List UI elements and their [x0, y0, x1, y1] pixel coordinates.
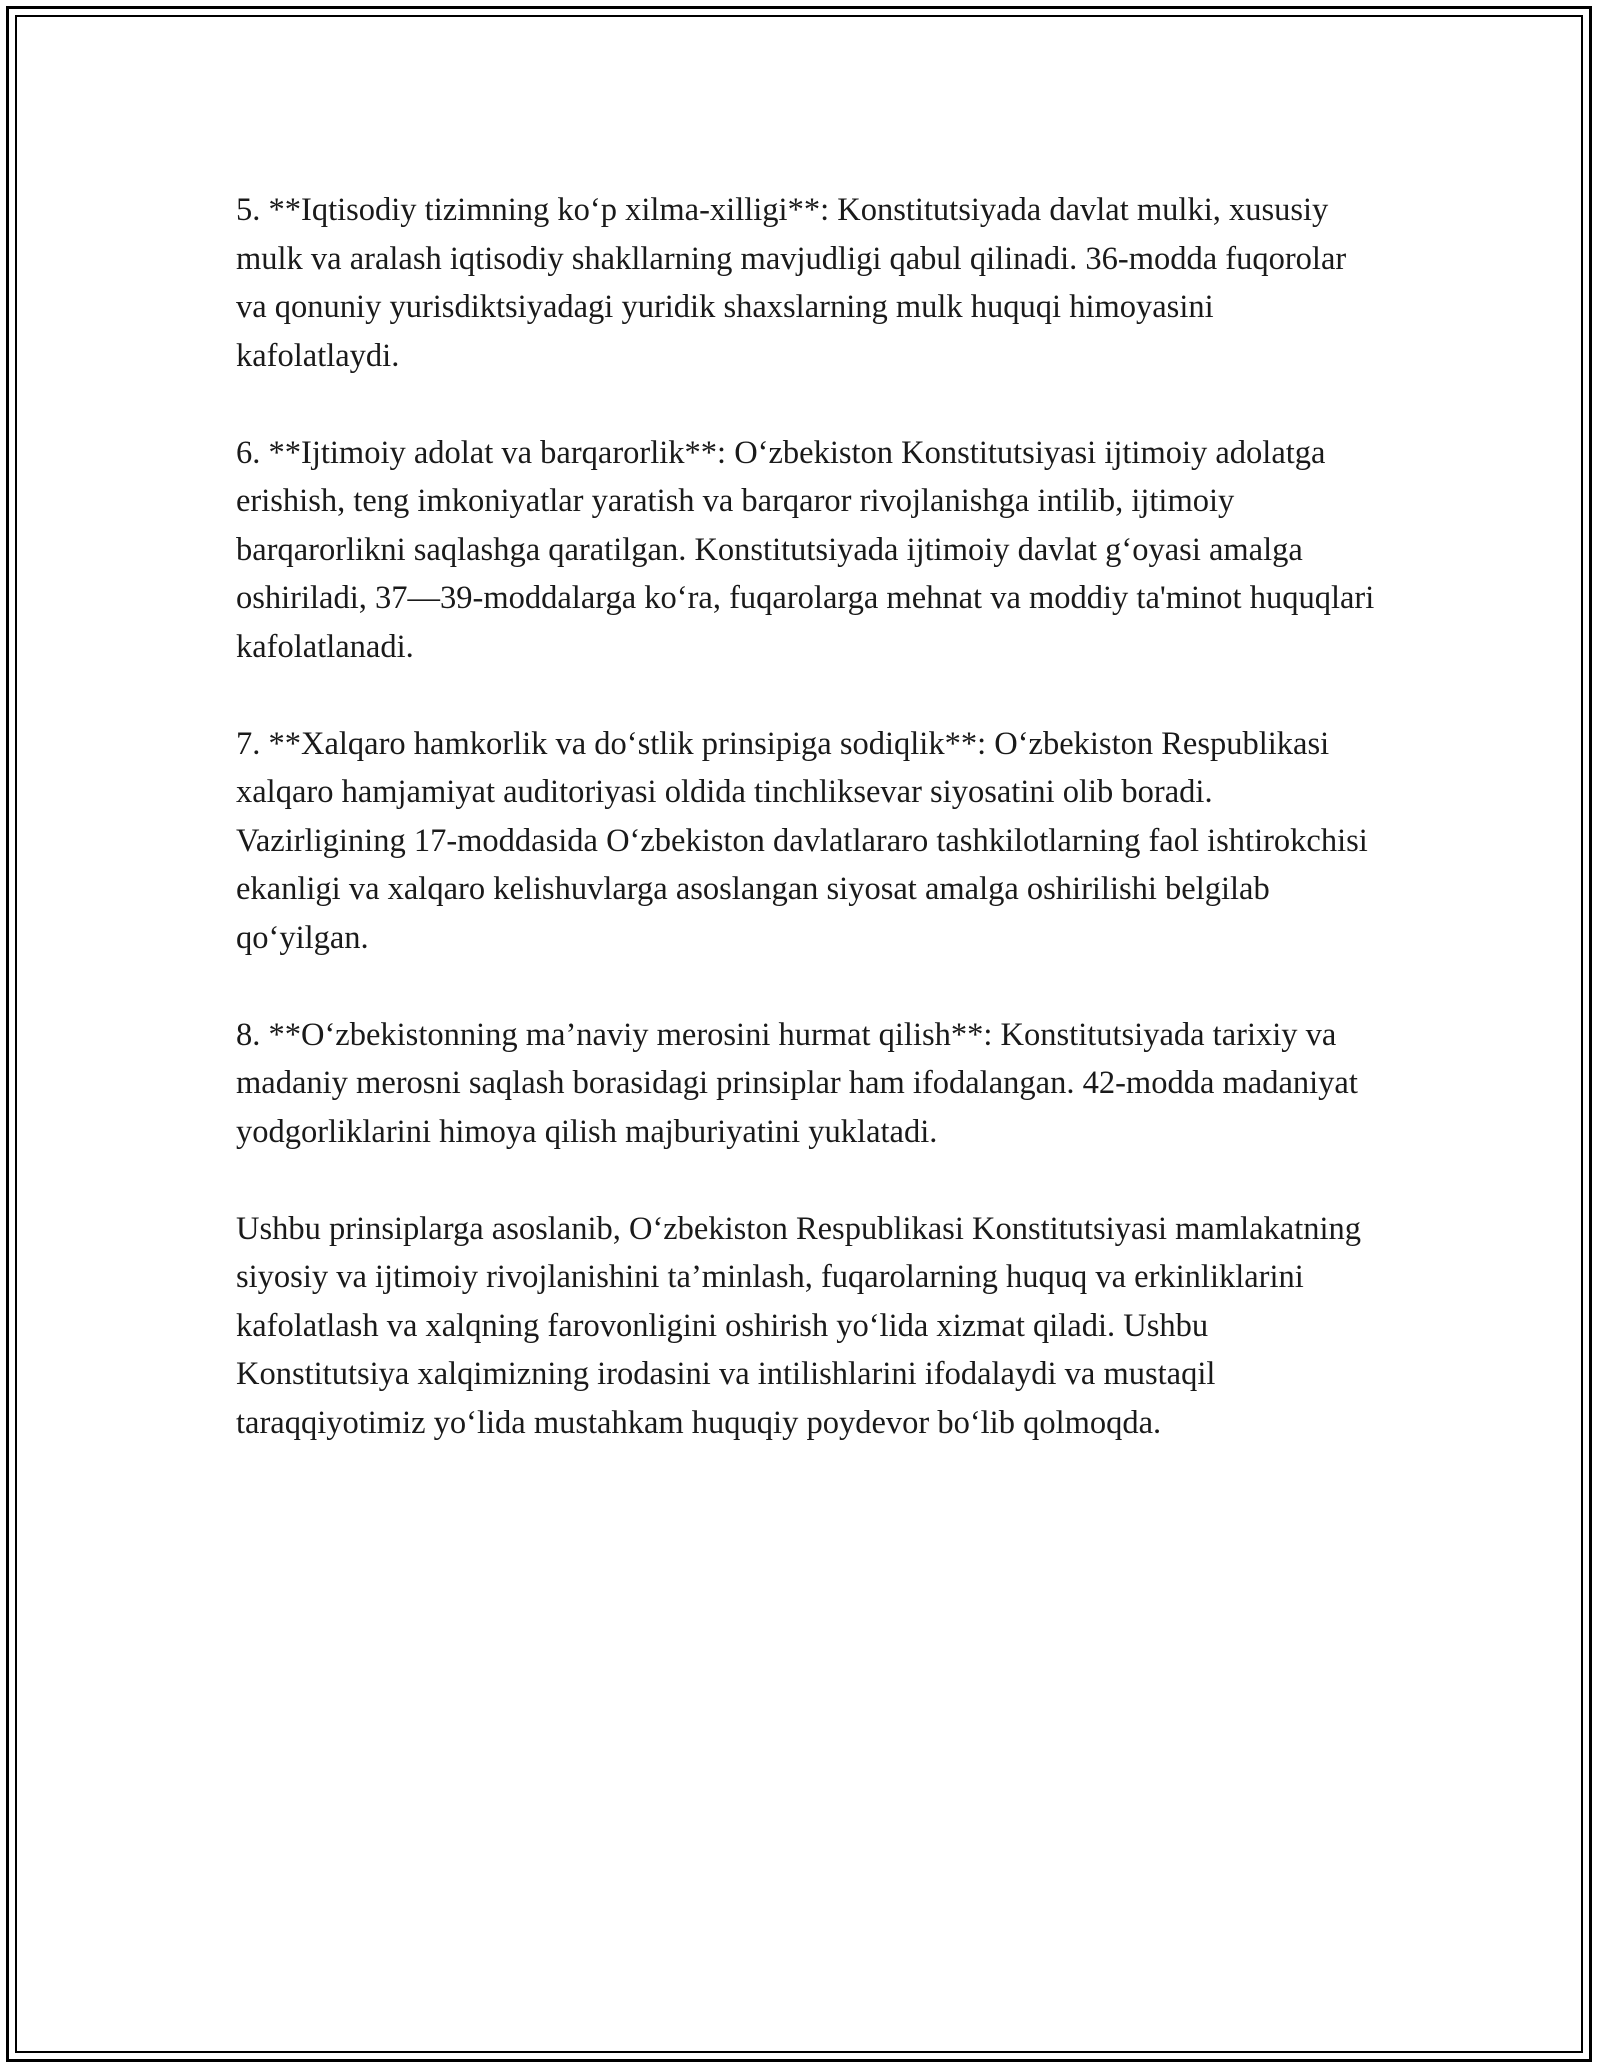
paragraph-international-cooperation: 7. **Xalqaro hamkorlik va do‘stlik prinsipiga sodiqlik**: O‘zbekiston Respublikasi xalqaro hamjamiyat auditoriyasi oldida tinchliksevar siyosatini olib boradi. Vazirligining 17-moddasida O‘zbekiston davlatlararo tashkilotlarning faol ishtirokchisi ekanligi va xalqaro kelishuvlarga asoslangan siyosat amalga oshirilishi belgilab qo‘yilgan.: [236, 725, 1368, 956]
paragraph-cultural-heritage: 8. **O‘zbekistonning ma’naviy merosini hurmat qilish**: Konstitutsiyada tarixiy va madaniy merosni saqlash borasidagi prinsiplar ham ifodalangan. 42-modda madaniyat yodgorliklarini himoya qilish majburiyatini yuklatadi.: [236, 1016, 1358, 1150]
document-body: [236, 186, 1376, 1496]
paragraph-social-justice: 6. **Ijtimoiy adolat va barqarorlik**: O‘zbekiston Konstitutsiyasi ijtimoiy adolatga erishish, teng imkoniyatlar yaratish va barqaror rivojlanishga intilib, ijtimoiy barqarorlikni saqlashga qaratilgan. Konstitutsiyada ijtimoiy davlat g‘oyasi amalga oshiriladi, 37—39-moddalarga ko‘ra, fuqarolarga mehnat va moddiy ta'minot huquqlari kafolatlanadi.: [236, 434, 1375, 665]
paragraph-conclusion: Ushbu prinsiplarga asoslanib, O‘zbekiston Respublikasi Konstitutsiyasi mamlakatning siyosiy va ijtimoiy rivojlanishini ta’minlash, fuqarolarning huquq va erkinliklarini kafolatlash va xalqning farovonligini oshirish yo‘lida xizmat qiladi. Ushbu Konstitutsiya xalqimizning irodasini va intilishlarini ifodalaydi va mustaqil taraqqiyotimiz yo‘lida mustahkam huquqiy poydevor bo‘lib qolmoqda.: [236, 1210, 1362, 1441]
paragraph-economic-diversity: 5. **Iqtisodiy tizimning ko‘p xilma-xilligi**: Konstitutsiyada davlat mulki, xususiy mulk va aralash iqtisodiy shakllarning mavjudligi qabul qilinadi. 36-modda fuqorolar va qonuniy yurisdiktsiyadagi yuridik shaxslarning mulk huquqi himoyasini kafolatlaydi.: [236, 192, 1347, 374]
